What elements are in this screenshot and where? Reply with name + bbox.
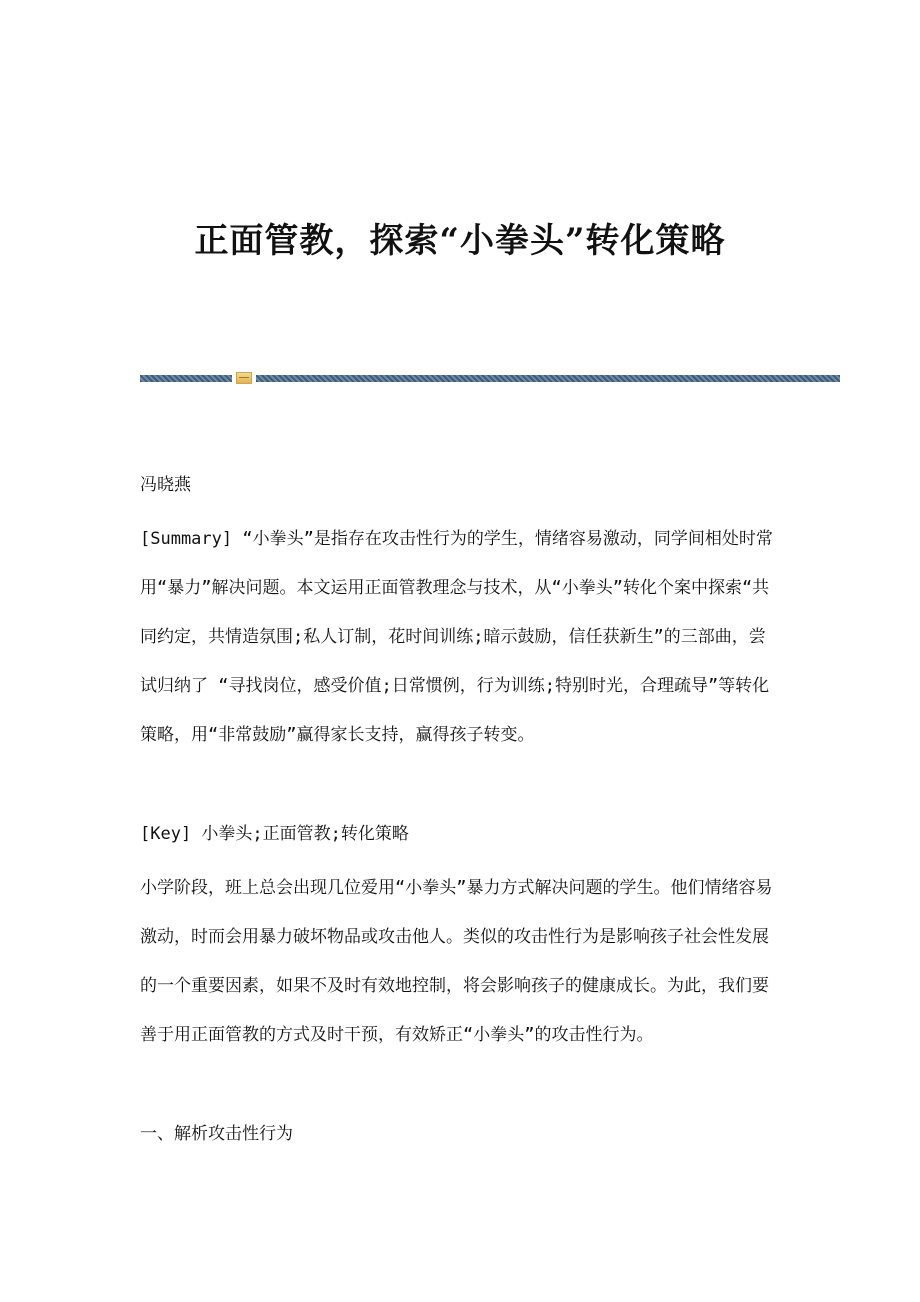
author-name: 冯晓燕 <box>140 475 191 495</box>
document-title: 正面管教，探索“小拳头”转化策略 <box>194 221 726 261</box>
summary-label: [Summary] <box>140 529 233 549</box>
keywords-text: 小拳头;正面管教;转化策略 <box>191 824 409 844</box>
divider-bar-left <box>140 375 232 382</box>
keywords-label: [Key] <box>140 824 192 844</box>
envelope-icon <box>236 372 252 384</box>
divider-bar-right <box>256 375 840 382</box>
summary-text: “小拳头”是指存在攻击性行为的学生，情绪容易激动，同学间相处时常用“暴力”解决问题。本文运用正面管教理念与技术，从“小拳头”转化个案中探索“共同约定，共情造氛围;私人订制，花时间训练;暗示鼓励，信任获新生”的三部曲，尝试归纳了 “寻找岗位，感受价值;日常惯例，行为训练;特别时光，合理疏导”等转化策略，用“非常鼓励”赢得家长支持，赢得孩子转变。 <box>140 529 773 745</box>
keywords-paragraph <box>140 810 780 859</box>
section-heading: 一、解析攻击性行为 <box>140 1124 293 1144</box>
summary-paragraph <box>140 515 780 760</box>
title-divider <box>140 374 840 383</box>
intro-paragraph: 小学阶段，班上总会出现几位爱用“小拳头”暴力方式解决问题的学生。他们情绪容易激动，时而会用暴力破坏物品或攻击他人。类似的攻击性行为是影响孩子社会性发展的一个重要因素，如果不及时有效地控制，将会影响孩子的健康成长。为此，我们要善于用正面管教的方式及时干预，有效矫正“小拳头”的攻击性行为。 <box>140 878 773 1045</box>
